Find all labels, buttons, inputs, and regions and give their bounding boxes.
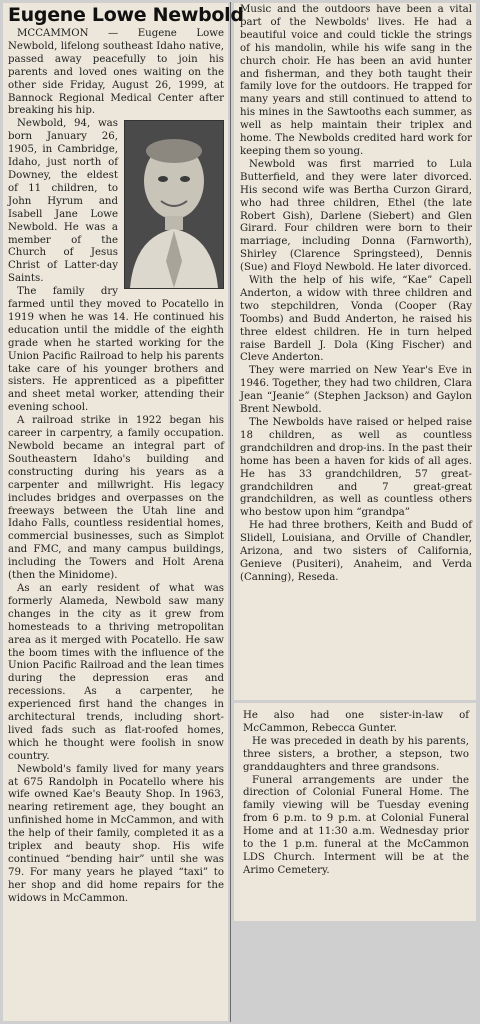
paragraph: A railroad strike in 1922 began his career in carpentry, a family occupation. Newbold became an integral part of Southeastern Idaho's building and constructing during his years as a carpenter and millwright. His legacy includes bridges and overpasses on the freeways between the Utah line and Idaho Falls, countless residential homes, commercial businesses, such as Simplot and FMC, and many campus buildings, including the Towers and Holt Arena (then the Minidome). [8,415,224,582]
portrait-image [125,121,223,288]
paragraph: Newbold was first married to Lula Butterfield, and they were later divorced. His second wife was Bertha Curzon Girard, who had three children, Ethel (the late Robert Gish), Darlene (Siebert) and Glen Girard. Four children were born to their marriage, including Donna (Farnworth), Shirley (Clarence Springsteed), Dennis (Sue) and Floyd Newbold. He later divorced. [240,158,472,274]
article-column-1 [8,28,224,906]
paragraph: He had three brothers, Keith and Budd of Slidell, Louisiana, and Orville of Chandler, Arizona, and two sisters of California, Genieve (Pusiteri), Anaheim, and Verda (Canning), Reseda. [240,520,472,583]
article-column-3 [243,710,469,878]
paragraph: Funeral arrangements are under the direction of Colonial Funeral Home. The family viewing will be Tuesday evening from 6 p.m. to 9 p.m. at Colonial Funeral Home and at 11:30 a.m. Wednesday prior to the 1 p.m. funeral at the McCammon LDS Church. Interment will be at the Arimo Cemetery. [243,774,469,876]
paragraph: As an early resident of what was formerly Alameda, Newbold saw many changes in the city as it grew from homesteads to a thriving metropolitan area as it merged with Pocatello. He saw the boom times with the influence of the Union Pacific Railroad and the lean times during the depression eras and recessions. As a carpenter, he experienced first hand the changes in architectural trends, including short-lived fads such as flat-roofed homes, which he thought were foolish in snow country. [8,582,224,762]
paragraph: With the help of his wife, “Kae” Capell Anderton, a widow with three children and two stepchildren, Vonda (Cooper (Ray Toombs) and Budd Anderton, he raised his three eldest children. He in turn helped raise Bardell J. Dola (King Fischer) and Cleve Anderton. [240,275,472,364]
article-column-2 [240,4,472,585]
portrait-photo [124,120,224,289]
obituary-title: Eugene Lowe Newbold [8,4,244,26]
paragraph: The family dry farmed until they moved to Pocatello in 1919 when he was 14. He continued his education until the middle of the eighth grade when he started working for the Union Pacific Railroad to help his parents take care of his younger brothers and sisters. He apprenticed as a pipefitter and sheet metal worker, attending their evening school. [8,286,224,414]
paragraph: MCCAMMON — Eugene Lowe Newbold, lifelong southeast Idaho native, passed away peacefully to join his parents and loved ones waiting on the other side Friday, August 26, 1999, at Bannock Regional Medical Center after breaking his hip. [8,28,224,117]
paragraph: Newbold, 94, was born January 26, 1905, in Cambridge, Idaho, just north of Downey, the eldest of 11 children, to John Hyrum and Isabell Jane Lowe Newbold. He was a member of the Church of Jesus Christ of Latter-day Saints. [8,118,118,285]
paragraph: Music and the outdoors have been a vital part of the Newbolds' lives. He had a beautiful voice and could tickle the strings of his mandolin, while his wife sang in the church choir. He has been an avid hunter and fisherman, and they both taught their family love for the outdoors. He trapped for many years and still continued to attend to his mines in the Sawtooths each summer, as well as help maintain their triplex and home. The Newbolds credited hard work for keeping them so young. [240,4,472,157]
paragraph: He also had one sister-in-law of McCammon, Rebecca Gunter. [243,710,469,734]
paragraph: He was preceded in death by his parents, three sisters, a brother, a stepson, two granddaughters and three grandsons. [243,735,469,773]
paragraph: Newbold's family lived for many years at 675 Randolph in Pocatello where his wife owned Kae's Beauty Shop. In 1963, nearing retirement age, they bought an unfinished home in McCammon, and with the help of their family, completed it as a triplex and beauty shop. His wife continued “bending hair” until she was 79. For many years he played “taxi” to her shop and did home repairs for the widows in McCammon. [8,763,224,904]
paragraph: They were married on New Year's Eve in 1946. Together, they had two children, Clara Jean “Jeanie” (Stephen Jackson) and Gaylon Brent Newbold. [240,365,472,416]
paragraph: The Newbolds have raised or helped raise 18 children, as well as countless grandchildren and drop-ins. In the past their home has been a haven for kids of all ages. He has 33 grandchildren, 57 great-grandchildren and 7 great-great grandchildren, as well as countless others who bestow upon him “grandpa” [240,417,472,519]
column-divider [230,2,231,1022]
